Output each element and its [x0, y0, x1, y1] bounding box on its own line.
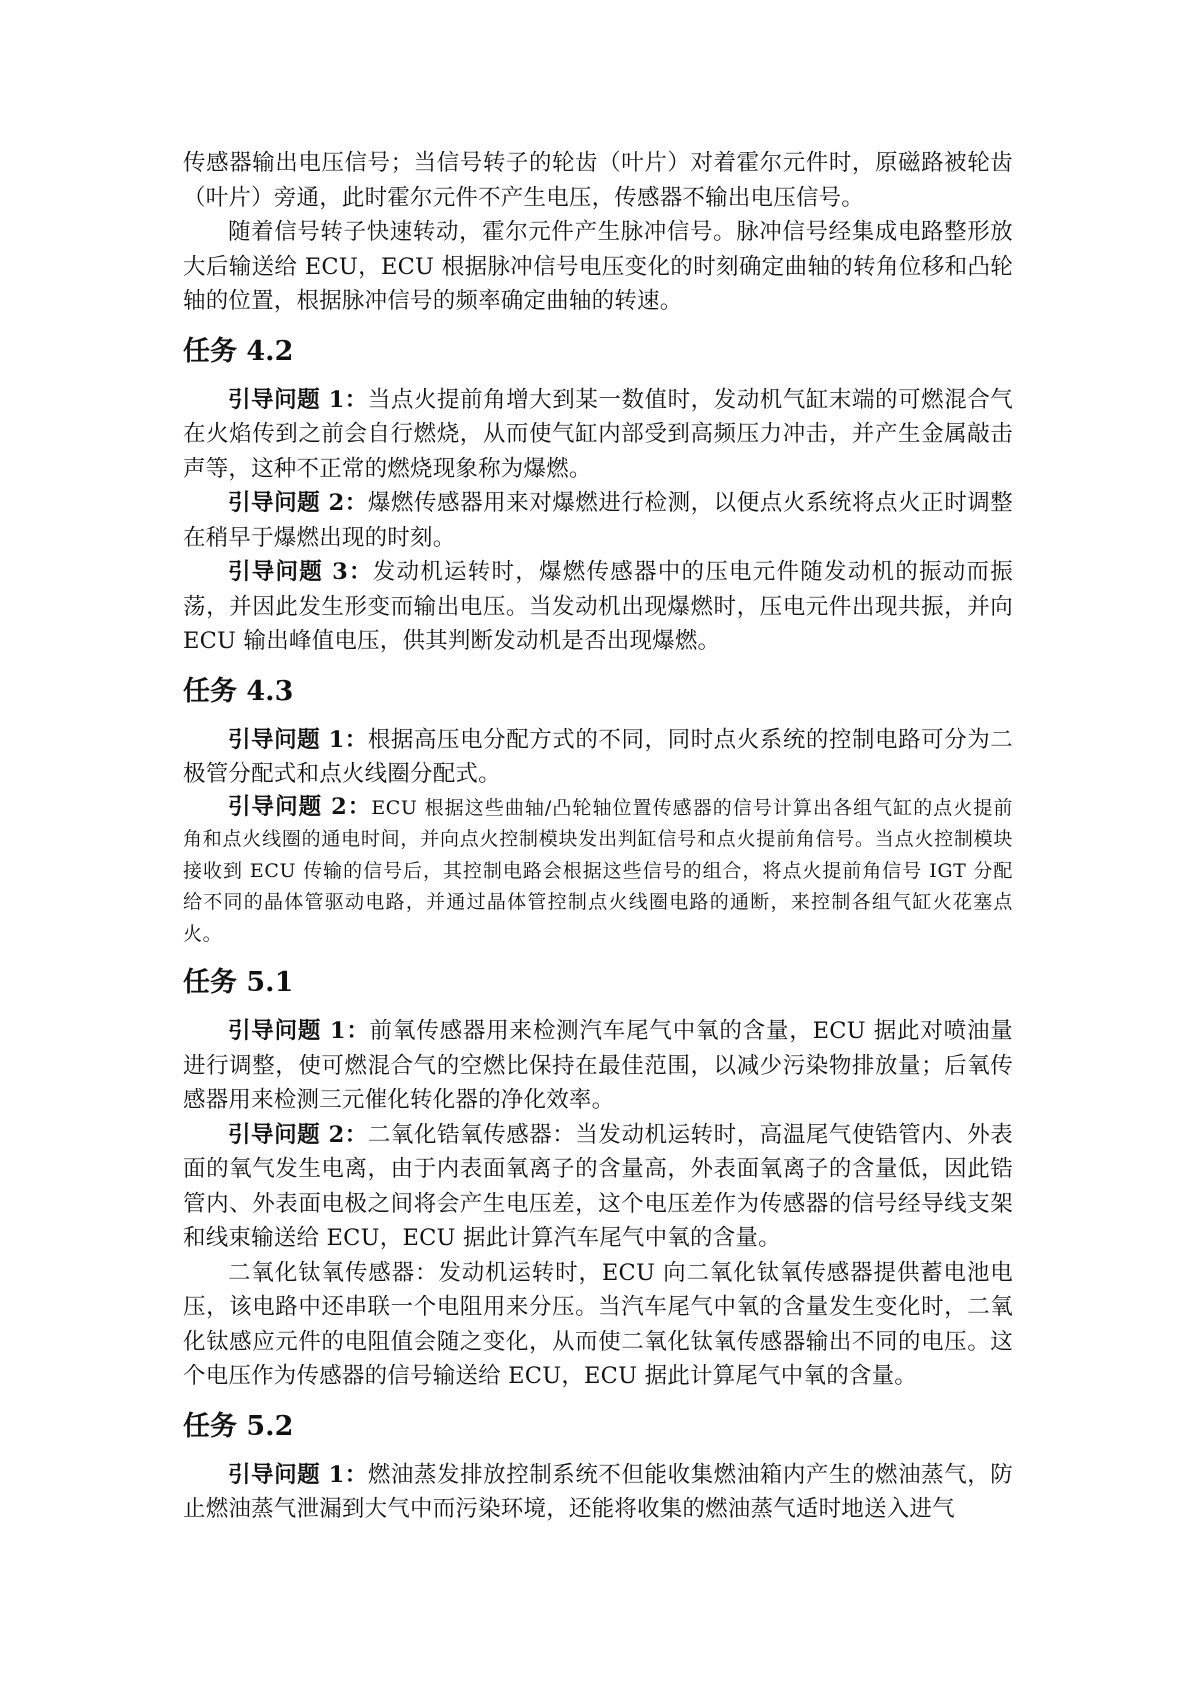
question-answer: 根据高压电分配方式的不同，同时点火系统的控制电路可分为二极管分配式和点火线圈分配式。	[183, 726, 1014, 787]
question-paragraph	[183, 792, 1013, 951]
question-paragraph	[183, 383, 1013, 487]
intro-paragraph-1: 传感器输出电压信号；当信号转子的轮齿（叶片）对着霍尔元件时，原磁路被轮齿（叶片）旁通，此时霍尔元件不产生电压，传感器不输出电压信号。	[183, 150, 1013, 211]
question-label: 引导问题 1：	[228, 726, 368, 753]
question-paragraph	[183, 1014, 1013, 1118]
question-label: 引导问题 1：	[228, 1461, 368, 1488]
section-heading-4-3: 任务 4.3	[183, 675, 294, 707]
question-answer: 爆燃传感器用来对爆燃进行检测，以便点火系统将点火正时调整在稍早于爆燃出现的时刻。	[183, 490, 1014, 551]
question-paragraph	[183, 555, 1013, 659]
question-answer: 当点火提前角增大到某一数值时，发动机气缸末端的可燃混合气在火焰传到之前会自行燃烧，从而使气缸内部受到高频压力冲击，并产生金属敲击声等，这种不正常的燃烧现象称为爆燃。	[183, 386, 1014, 482]
question-paragraph	[183, 723, 1013, 792]
section-heading-5-1: 任务 5.1	[183, 967, 294, 998]
question-paragraph	[183, 1458, 1013, 1527]
question-paragraph	[183, 1118, 1013, 1256]
intro-paragraph-2: 随着信号转子快速转动，霍尔元件产生脉冲信号。脉冲信号经集成电路整形放大后输送给 ECU，ECU 根据脉冲信号电压变化的时刻确定曲轴的转角位移和凸轮轴的位置，根据脉冲信号的频率确定曲轴的转速。	[183, 219, 1013, 314]
question-answer: 燃油蒸发排放控制系统不但能收集燃油箱内产生的燃油蒸气，防止燃油蒸气泄漏到大气中而污染环境，还能将收集的燃油蒸气适时地送入进气	[183, 1461, 1014, 1522]
question-label: 引导问题 1：	[228, 386, 368, 413]
question-paragraph	[183, 486, 1013, 555]
question-answer: 二氧化锆氧传感器：当发动机运转时，高温尾气使锆管内、外表面的氧气发生电离，由于内表面氧离子的含量高，外表面氧离子的含量低，因此锆管内、外表面电极之间将会产生电压差，这个电压差作为传感器的信号经导线支架和线束输送给 ECU，ECU 据此计算汽车尾气中氧的含量。	[183, 1121, 1014, 1251]
question-answer: 发动机运转时，爆燃传感器中的压电元件随发动机的振动而振荡，并因此发生形变而输出电压。当发动机出现爆燃时，压电元件出现共振，并向 ECU 输出峰值电压，供其判断发动机是否出现爆燃。	[183, 559, 1014, 654]
question-answer: ECU 根据这些曲轴/凸轮轴位置传感器的信号计算出各组气缸的点火提前角和点火线圈的通电时间，并向点火控制模块发出判缸信号和点火提前角信号。当点火控制模块接收到 ECU 传输的信号后，其控制电路会根据这些信号的组合，将点火提前角信号 IGT 分配给不同的晶体管驱动电路，并通过晶体管控制点火线圈电路的通断，来控制各组气缸火花塞点火。	[183, 796, 1013, 945]
question-answer: 前氧传感器用来检测汽车尾气中氧的含量，ECU 据此对喷油量进行调整，使可燃混合气的空燃比保持在最佳范围，以减少污染物排放量；后氧传感器用来检测三元催化转化器的净化效率。	[183, 1018, 1013, 1113]
body-paragraph: 二氧化钛氧传感器：发动机运转时，ECU 向二氧化钛氧传感器提供蓄电池电压，该电路中还串联一个电阻用来分压。当汽车尾气中氧的含量发生变化时，二氧化钛感应元件的电阻值会随之变化，从而使二氧化钛氧传感器输出不同的电压。这个电压作为传感器的信号输送给 ECU，ECU 据此计算尾气中氧的含量。	[183, 1259, 1013, 1389]
section-heading-4-2: 任务 4.2	[183, 335, 294, 367]
question-label: 引导问题 2：	[228, 490, 368, 516]
question-label: 引导问题 3：	[228, 559, 373, 585]
question-label: 引导问题 2：	[228, 793, 372, 820]
document-page	[183, 146, 1013, 1527]
section-heading-5-2: 任务 5.2	[183, 1410, 294, 1442]
question-label: 引导问题 1：	[228, 1018, 370, 1044]
question-label: 引导问题 2：	[228, 1121, 368, 1148]
